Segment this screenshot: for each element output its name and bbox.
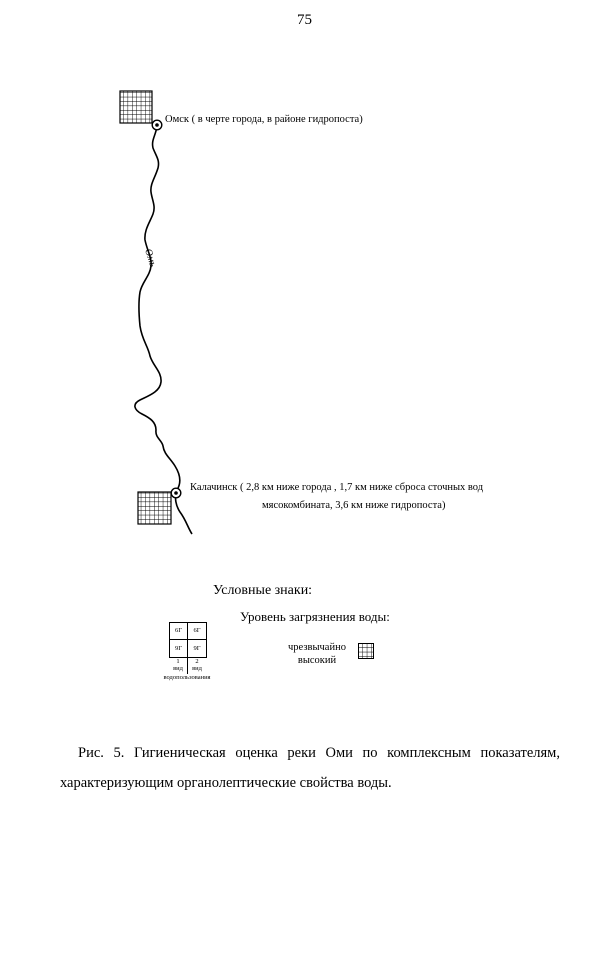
legend-cell-4: 9Г bbox=[193, 645, 201, 652]
legend-col-2: 2 bbox=[195, 658, 199, 665]
figure-caption: Рис. 5. Гигиеническая оценка реки Оми по комплексным показателям, характеризующим органолептические свойства воды. bbox=[60, 745, 560, 791]
legend-subtitle: Уровень загрязнения воды: bbox=[240, 609, 390, 624]
legend-cell-3: 9Г bbox=[170, 640, 188, 657]
legend-cell-2: 6Г bbox=[188, 623, 206, 640]
station-marker-omsk bbox=[152, 120, 162, 130]
legend-sample-block bbox=[169, 622, 207, 658]
legend-title: Условные знаки: bbox=[213, 583, 313, 598]
river-name-label: Омь bbox=[142, 247, 159, 269]
legend-col-2-label: вид bbox=[192, 665, 202, 672]
river-line bbox=[135, 126, 192, 534]
legend-level-label: чрезвычайно высокий bbox=[288, 642, 346, 666]
station-label-kalachinsk-line2: мясокомбината, 3,6 км ниже гидропоста) bbox=[262, 500, 446, 511]
legend-cell-1: 6Г bbox=[170, 623, 188, 640]
legend-bottom-label: водопользования bbox=[163, 674, 211, 681]
station-label-omsk: Омск ( в черте города, в районе гидропоста) bbox=[165, 114, 363, 125]
station-label-kalachinsk-line1: Калачинск ( 2,8 км ниже города , 1,7 км ниже сброса сточных вод bbox=[190, 482, 484, 493]
legend-level-swatch bbox=[358, 643, 374, 659]
station-marker-kalachinsk bbox=[171, 488, 181, 498]
pollution-grid-lower bbox=[138, 492, 171, 524]
legend-col-1: 1 bbox=[176, 658, 180, 665]
legend-col-1-label: вид bbox=[173, 665, 183, 672]
pollution-grid-upper bbox=[120, 91, 152, 123]
page-number: 75 bbox=[297, 12, 312, 28]
